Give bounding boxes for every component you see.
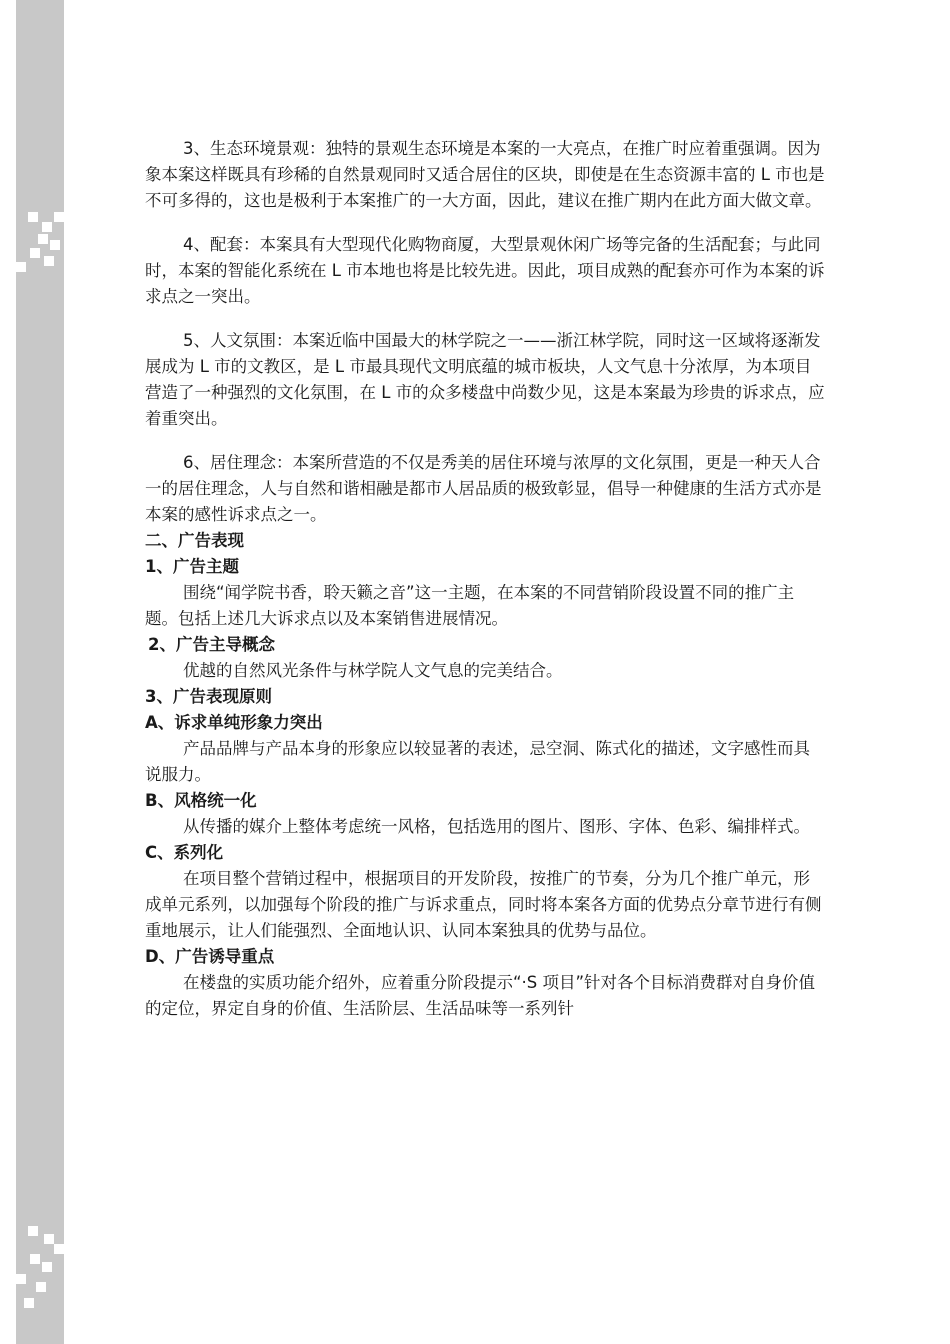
subheading-c: C、系列化 bbox=[145, 843, 224, 862]
paragraph-d: 在楼盘的实质功能介绍外，应着重分阶段提示“·S 项目”针对各个目标消费群对自身价值的定位，界定自身的价值、生活阶层、生活品味等一系列针 bbox=[145, 973, 816, 1018]
decorative-side-strip bbox=[16, 0, 64, 1344]
paragraph-theme: 围绕“闻学院书香，聆天籁之音”这一主题，在本案的不同营销阶段设置不同的推广主题。包括上述几大诉求点以及本案销售进展情况。 bbox=[145, 583, 795, 628]
subheading-b: B、风格统一化 bbox=[145, 791, 257, 810]
paragraph-c: 在项目整个营销过程中，根据项目的开发阶段，按推广的节奏，分为几个推广单元，形成单元系列，以加强每个阶段的推广与诉求重点，同时将本案各方面的优势点分章节进行有侧重地展示，让人们能强烈、全面地认识、认同本案独具的优势与品位。 bbox=[145, 869, 822, 940]
paragraph-b: 从传播的媒介上整体考虑统一风格，包括选用的图片、图形、字体、色彩、编排样式。 bbox=[183, 817, 810, 836]
paragraph-living-concept: 6、居住理念：本案所营造的不仅是秀美的居住环境与浓厚的文化氛围，更是一种天人合一的居住理念，人与自然和谐相融是都市人居品质的极致彰显，倡导一种健康的生活方式亦是本案的感性诉求点之一。 bbox=[145, 453, 822, 524]
section-title: 二、广告表现 bbox=[145, 531, 244, 550]
document-body bbox=[145, 136, 825, 1022]
subheading-a: A、诉求单纯形象力突出 bbox=[145, 713, 323, 732]
subheading-theme: 1、广告主题 bbox=[145, 557, 239, 576]
paragraph-ecology: 3、生态环境景观：独特的景观生态环境是本案的一大亮点，在推广时应着重强调。因为象本案这样既具有珍稀的自然景观同时又适合居住的区块，即使是在生态资源丰富的 L 市也是不可多得的，这也是极利于本案推广的一大方面，因此，建议在推广期内在此方面大做文章。 bbox=[145, 139, 825, 210]
subheading-principles: 3、广告表现原则 bbox=[145, 687, 272, 706]
subheading-d: D、广告诱导重点 bbox=[145, 947, 275, 966]
paragraph-concept: 优越的自然风光条件与林学院人文气息的完美结合。 bbox=[183, 661, 563, 680]
paragraph-facilities: 4、配套：本案具有大型现代化购物商厦，大型景观休闲广场等完备的生活配套；与此同时，本案的智能化系统在 L 市本地也将是比较先进。因此，项目成熟的配套亦可作为本案的诉求点之一突出。 bbox=[145, 235, 825, 306]
subheading-concept: 2、广告主导概念 bbox=[148, 635, 275, 654]
paragraph-a: 产品品牌与产品本身的形象应以较显著的表述，忌空洞、陈式化的描述，文字感性而具说服力。 bbox=[145, 739, 810, 784]
paragraph-culture: 5、人文氛围：本案近临中国最大的林学院之一——浙江林学院，同时这一区域将逐渐发展成为 L 市的文教区，是 L 市最具现代文明底蕴的城市板块，人文气息十分浓厚，为本项目营造了一种强烈的文化氛围，在 L 市的众多楼盘中尚数少见，这是本案最为珍贵的诉求点，应着重突出。 bbox=[145, 331, 825, 428]
